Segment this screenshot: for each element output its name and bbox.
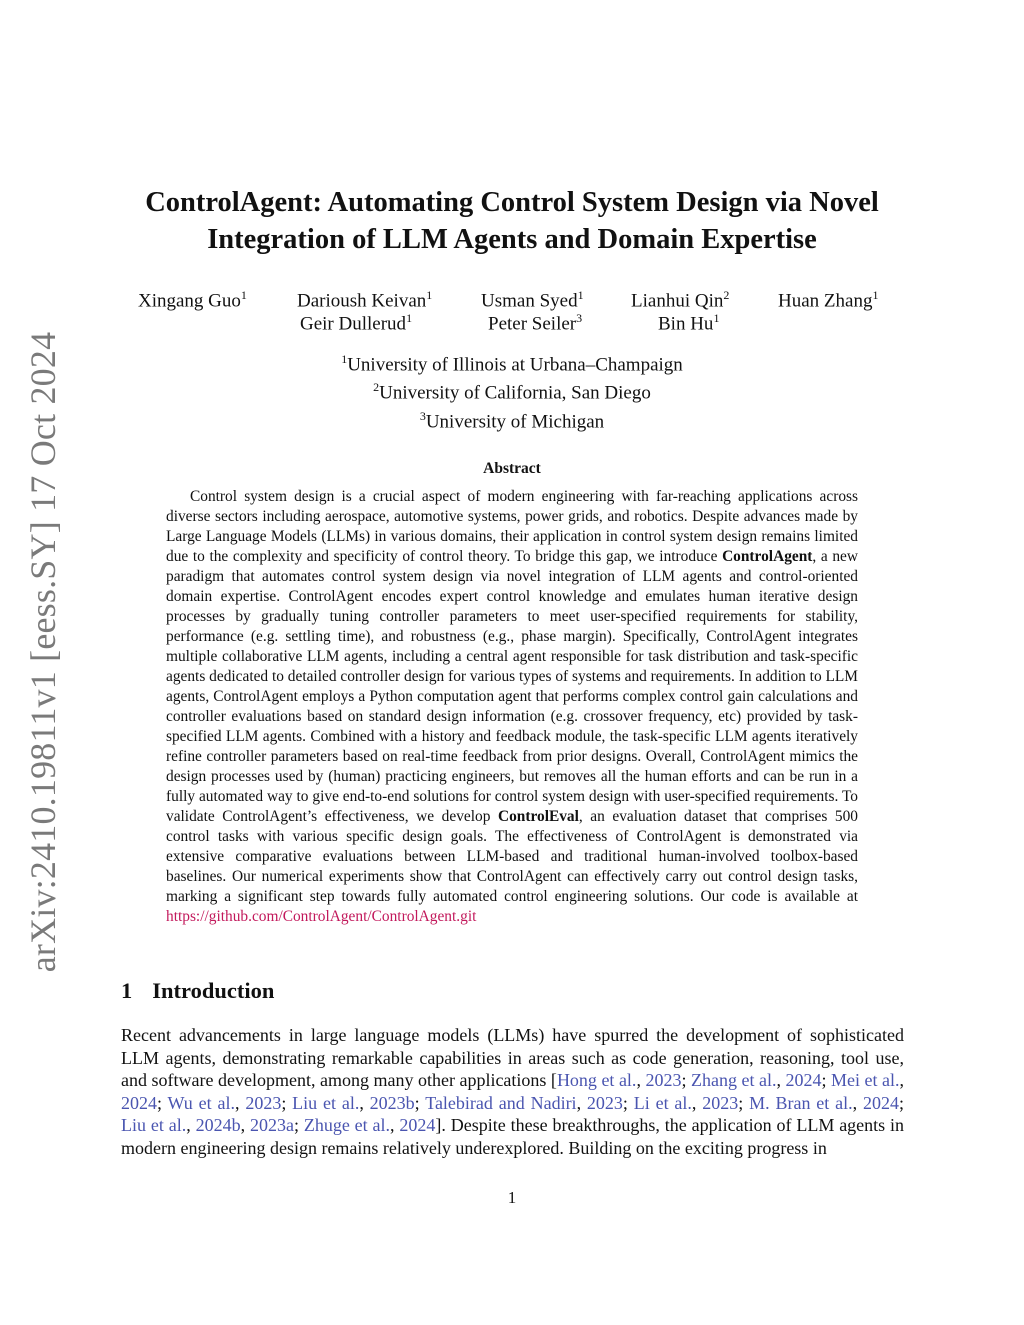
author-darioush-keivan: Darioush Keivan$^1$ [297,288,433,312]
introduction-paragraph: Recent advancements in large language models (LLMs) have spurred the development of sophisticated LLM agents, demonstrating remarkable capabilities in areas such as code generation, reasoning, tool use, and software development, among many other applications [Hong et al., 2023; Zhang et al., 2024; Mei et al., 2024; Wu et al., 2023; Liu et al., 2023b; Talebirad and Nadiri, 2023; Li et al., 2023; M. Bran et al., 2024; Liu et al., 2024b, 2023a; Zhuge et al., 2024]. Despite these breakthroughs, the application of LLM agents in modern engineering design remains relatively underexplored. Building on the exciting progress in [121,1025,905,1158]
author-peter-seiler: Peter Seiler$^3$ [488,311,583,335]
citation-link[interactable]: Li et al. [633,1092,692,1113]
controleval-name: ControlEval [497,808,579,825]
author-usman-syed: Usman Syed$^1$ [481,288,584,312]
citation-link[interactable]: Liu et al. [292,1092,360,1113]
author-xingang-guo: Xingang Guo$^1$ [138,288,247,312]
citation-link[interactable]: M. Bran et al. [749,1092,853,1113]
abstract-text-2: , a new paradigm that automates control system design via novel integration of LLM agents and control-oriented domain expertise. ControlAgent encodes expert control knowledge and emulates human iterative design processes by gradually tuning controller parameters to meet user-specified requirements for stability, performance (e.g. settling time), and robustness (e.g., phase margin). Specifically, ControlAgent integrates multiple collaborative LLM agents, including a central agent responsible for task distribution and task-specific agents dedicated to detailed controller design for various types of systems and requirements. In addition to LLM agents, ControlAgent employs a Python computation agent that performs complex control gain calculations and controller evaluations based on standard design information (e.g. crossover frequency, etc) provided by task-specified LLM agents. Combined with a history and feedback module, the task-specific LLM agents iteratively refine controller parameters based on real-time feedback from prior designs. Overall, ControlAgent mimics the design processes used by (human) practicing engineers, but removes all the human efforts and can be run in a fully automated way to give end-to-end solutions for control system design with user-specified requirements. To validate ControlAgent’s effectiveness, we develop [166,548,859,825]
citation-year-link[interactable]: 2024 [862,1092,899,1113]
citation-year-link[interactable]: 2023 [645,1070,682,1091]
citation-link[interactable]: Zhuge et al. [303,1115,391,1136]
intro-text-1: Recent advancements in large language models (LLMs) have spurred the development of sophisticated LLM agents, demonstrating remarkable capabilities in areas such as code generation, reasoning, tool use, and software development, among many other applications [ [121,1025,904,1091]
page-number: 1 [507,1188,517,1207]
abstract-heading: Abstract [483,460,541,477]
author-bin-hu: Bin Hu$^1$ [658,311,720,335]
citation-year-link[interactable]: 2023a [249,1115,294,1136]
citation-link[interactable]: Liu et al. [121,1115,187,1136]
citation-link[interactable]: Zhang et al. [690,1070,777,1091]
paper-title-line-2: Integration of LLM Agents and Domain Expertise [207,224,817,255]
citation-year-link[interactable]: 2024 [399,1115,436,1136]
citation-year-link[interactable]: 2024 [785,1070,822,1091]
citation-year-link[interactable]: 2023 [586,1092,623,1113]
affiliation-1: $^1$University of Illinois at Urbana–Champaign [341,352,683,376]
citation-link[interactable]: Wu et al. [167,1092,235,1113]
arxiv-identifier-stamp: arXiv:2410.19811v1 [eess.SY] 17 Oct 2024 [23,331,63,973]
citation-year-link[interactable]: 2024 [121,1092,157,1113]
citation-link[interactable]: Hong et al. [556,1070,637,1091]
code-repository-link[interactable]: https://github.com/ControlAgent/ControlAgent.git [166,908,477,925]
section-title: Introduction [152,978,275,1003]
affiliations [0,348,1024,433]
citation-link[interactable]: Talebirad and Nadiri [425,1092,577,1113]
citation-year-link[interactable]: 2023 [702,1092,739,1113]
abstract-body [166,487,858,927]
controlagent-name: ControlAgent [722,548,813,565]
affiliation-2: $^2$University of California, San Diego [373,380,651,404]
citation-year-link[interactable]: 2023b [369,1092,415,1113]
author-geir-dullerud: Geir Dullerud$^1$ [300,311,413,335]
citation-year-link[interactable]: 2023 [245,1092,282,1113]
author-huan-zhang: Huan Zhang$^1$ [778,288,879,312]
section-heading-introduction [121,978,274,1004]
citation-year-link[interactable]: 2024b [195,1115,241,1136]
paper-title-line-1: ControlAgent: Automating Control System Design via Novel [145,187,879,218]
author-lianhui-qin: Lianhui Qin$^2$ [631,288,730,312]
section-number: 1 [121,978,133,1003]
abstract-text-3: , an evaluation dataset that comprises 500 control tasks with various specific design goals. The effectiveness of ControlAgent is demonstrated via extensive comparative evaluations between LLM-based and traditional human-involved toolbox-based baselines. Our numerical experiments show that ControlAgent can effectively carry out control design tasks, marking a significant step towards fully automated control engineering solutions. Our code is available at [166,808,858,905]
abstract-text-1: Control system design is a crucial aspect of modern engineering with far-reaching applications across diverse sectors including aerospace, automotive systems, power grids, and robotics. Despite advances made by Large Language Models (LLMs) in various domains, their application in control system design remains limited due to the complexity and specificity of control theory. To bridge this gap, we introduce [166,488,858,565]
citation-link[interactable]: Mei et al. [830,1070,900,1091]
paper-title [0,184,1024,258]
intro-text-2: ]. Despite these breakthroughs, the application of LLM agents in modern engineering design remains relatively underexplored. Building on the exciting progress in [121,1115,905,1158]
affiliation-3: $^3$University of Michigan [419,408,605,432]
